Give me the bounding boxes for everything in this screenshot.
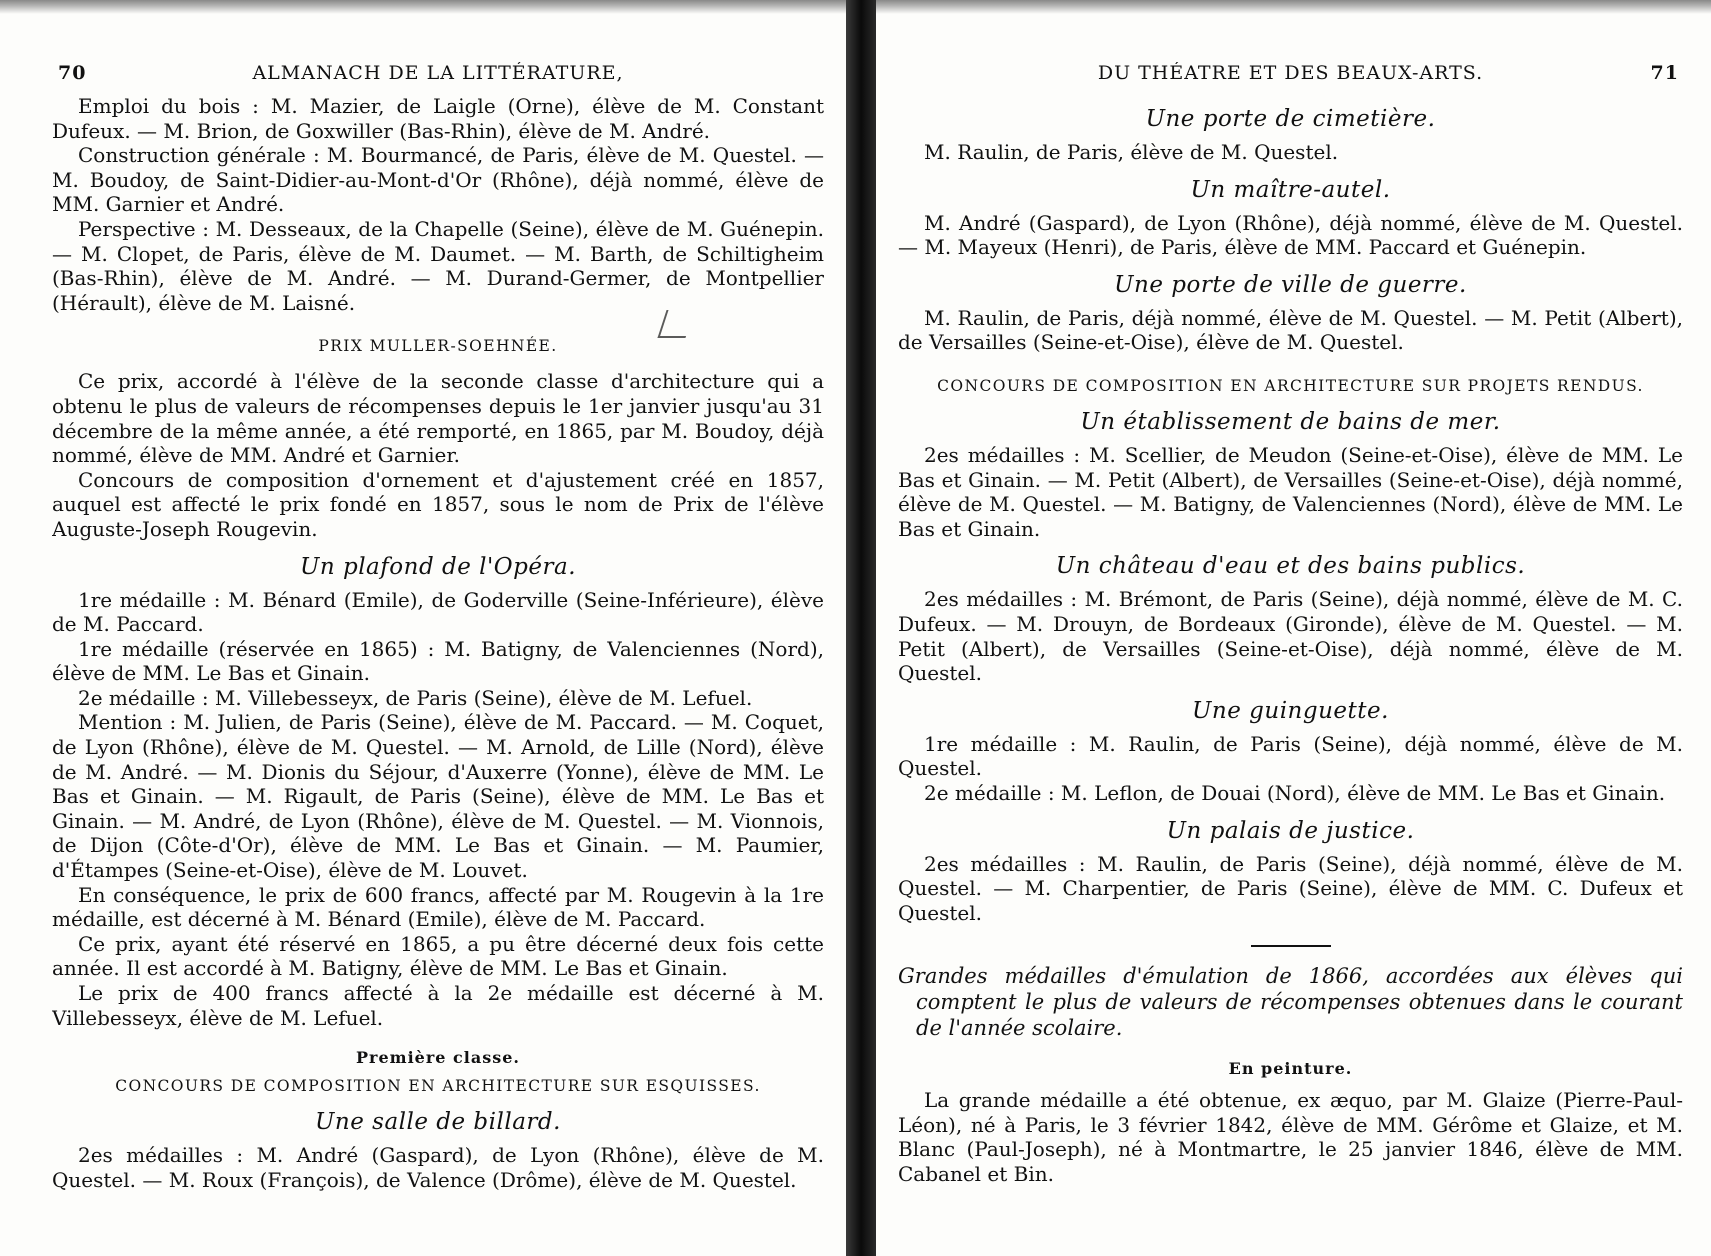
paragraph-bains-mer: 2es médailles : M. Scellier, de Meudon (Seine-et-Oise), élève de MM. Le Bas et Ginain. — M. Petit (Albert), de Versailles (Seine-et-Oise), déjà nommé, élève de M. Questel. — M. Batigny, de Valenciennes (Nord), élève de MM. Le Bas et Ginain. [898,442,1683,541]
paragraph-bois: Emploi du bois : M. Mazier, de Laigle (Orne), élève de M. Constant Dufeux. — M. Brion, de Goxwiller (Bas-Rhin), élève de M. André. [52,94,824,143]
paragraph-construction: Construction générale : M. Bourmancé, de Paris, élève de M. Questel. — M. Boudoy, de Saint-Didier-au-Mont-d'Or (Rhône), déjà nommé, élève de MM. Garnier et André. [52,143,824,217]
section-rule [1251,945,1331,947]
heading-maitre-autel: Un maître-autel. [1190,176,1391,203]
paragraph-consequence: En conséquence, le prix de 600 francs, affecté par M. Rougevin à la 1re médaille, est décerné à M. Bénard (Emile), élève de M. Paccard. [52,882,824,932]
heading-premiere-classe: Première classe. [356,1048,520,1068]
paragraph-autel: M. André (Gaspard), de Lyon (Rhône), déjà nommé, élève de M. Questel. — M. Mayeux (Henri), de Paris, élève de MM. Paccard et Guénepin. [898,210,1683,260]
right-page [898,62,1683,1247]
heading-plafond-opera: Un plafond de l'Opéra. [299,553,577,580]
left-running-head [52,62,824,94]
paragraph-reserve: Ce prix, ayant été réservé en 1865, a pu être décerné deux fois cette année. Il est accordé à M. Batigny, élève de MM. Le Bas et Ginain. [52,931,824,981]
paragraph-concours-ornement: Concours de composition d'ornement et d'ajustement créé en 1857, auquel est affecté le prix fondé en 1857, sous le nom de Prix de l'élève Auguste-Joseph Rougevin. [52,467,824,541]
paragraph-medaille-1-reservee: 1re médaille (réservée en 1865) : M. Batigny, de Valenciennes (Nord), élève de MM. Le Bas et Ginain. [52,636,824,686]
page-number: 71 [1650,62,1679,84]
paragraph-muller: Ce prix, accordé à l'élève de la seconde classe d'architecture qui a obtenu le plus de valeurs de récompenses depuis le 1er janvier jusqu'au 31 décembre de la même année, a été remporté, en 1865, par M. Boudoy, déjà nommé, élève de MM. André et Garnier. [52,369,824,468]
paragraph-peinture: La grande médaille a été obtenue, ex æquo, par M. Glaize (Pierre-Paul-Léon), né à Paris, le 3 février 1842, élève de MM. Gérôme et Glaize, et M. Blanc (Paul-Joseph), né à Montmartre, le 25 janvier 1846, élève de MM. Cabanel et Bin. [898,1088,1683,1187]
paragraph-chateau-eau: 2es médailles : M. Brémont, de Paris (Seine), déjà nommé, élève de M. C. Dufeux. — M. Drouyn, de Bordeaux (Gironde), élève de M. Questel. — M. Petit (Albert), de Versailles (Seine-et-Oise), déjà nommé, élève de M. Questel. [898,587,1683,686]
paragraph-billard: 2es médailles : M. André (Gaspard), de Lyon (Rhône), élève de M. Questel. — M. Roux (François), de Valence (Drôme), élève de M. Questel. [52,1143,824,1192]
paragraph-prix-400: Le prix de 400 francs affecté à la 2e médaille est décerné à M. Villebesseyx, élève de M. Lefuel. [52,981,824,1030]
running-title: ALMANACH DE LA LITTÉRATURE, [252,62,624,84]
paragraph-grandes-medailles: Grandes médailles d'émulation de 1866, accordées aux élèves qui comptent le plus de valeurs de récompenses obtenues dans le courant de l'année scolaire. [898,964,1683,1041]
running-title: DU THÉATRE ET DES BEAUX-ARTS. [1097,62,1484,84]
heading-prix-muller: PRIX MULLER-SOEHNÉE. [318,337,558,356]
paragraph-perspective: Perspective : M. Desseaux, de la Chapelle (Seine), élève de M. Guénepin. — M. Clopet, de Paris, élève de M. Daumet. — M. Barth, de Schiltigheim (Bas-Rhin), élève de M. André. — M. Durand-Germer, de Montpellier (Hérault), élève de M. Laisné. [52,216,824,315]
page-number: 70 [58,62,87,84]
paragraph-mention: Mention : M. Julien, de Paris (Seine), élève de M. Paccard. — M. Coquet, de Lyon (Rhône), élève de M. Questel. — M. Arnold, de Lille (Nord), élève de M. André. — M. Dionis du Séjour, d'Auxerre (Yonne), élève de MM. Le Bas et Ginain. — M. Rigault, de Paris (Seine), élève de MM. Le Bas et Ginain. — M. André, de Lyon (Rhône), élève de M. Questel. — M. Vionnois, de Dijon (Côte-d'Or), élève de MM. Le Bas et Ginain. — M. Paumier, d'Étampes (Seine-et-Oise), élève de M. Louvet. [52,710,824,883]
paragraph-guinguette-1: 1re médaille : M. Raulin, de Paris (Seine), déjà nommé, élève de M. Questel. [898,731,1683,781]
heading-chateau-eau: Un château d'eau et des bains publics. [1055,553,1526,580]
heading-salle-billard: Une salle de billard. [315,1109,561,1136]
paragraph-justice: 2es médailles : M. Raulin, de Paris (Seine), déjà nommé, élève de M. Questel. — M. Charpentier, de Paris (Seine), élève de MM. C. Dufeux et Questel. [898,851,1683,925]
heading-palais-justice: Un palais de justice. [1166,817,1415,844]
paragraph-medaille-2: 2e médaille : M. Villebesseyx, de Paris (Seine), élève de M. Lefuel. [78,685,753,710]
heading-concours-projets: CONCOURS DE COMPOSITION EN ARCHITECTURE SUR PROJETS RENDUS. [937,376,1644,395]
heading-en-peinture: En peinture. [1228,1059,1353,1079]
heading-porte-cimetiere: Une porte de cimetière. [1145,106,1436,132]
paragraph-ville-guerre: M. Raulin, de Paris, déjà nommé, élève de M. Questel. — M. Petit (Albert), de Versailles (Seine-et-Oise), élève de M. Questel. [898,305,1683,355]
heading-bains-mer: Un établissement de bains de mer. [1080,408,1501,435]
book-gutter [846,0,876,1256]
paragraph-cimetiere: M. Raulin, de Paris, élève de M. Questel. [924,140,1339,164]
right-running-head [898,62,1683,94]
left-page [52,62,824,1247]
paragraph-medaille-1: 1re médaille : M. Bénard (Emile), de Goderville (Seine-Inférieure), élève de M. Paccard. [52,587,824,637]
heading-guinguette: Une guinguette. [1192,697,1389,724]
paragraph-guinguette-2: 2e médaille : M. Leflon, de Douai (Nord), élève de MM. Le Bas et Ginain. [924,780,1666,805]
heading-porte-ville-guerre: Une porte de ville de guerre. [1114,271,1467,298]
heading-concours-esquisses: CONCOURS DE COMPOSITION EN ARCHITECTURE SUR ESQUISSES. [115,1077,761,1096]
